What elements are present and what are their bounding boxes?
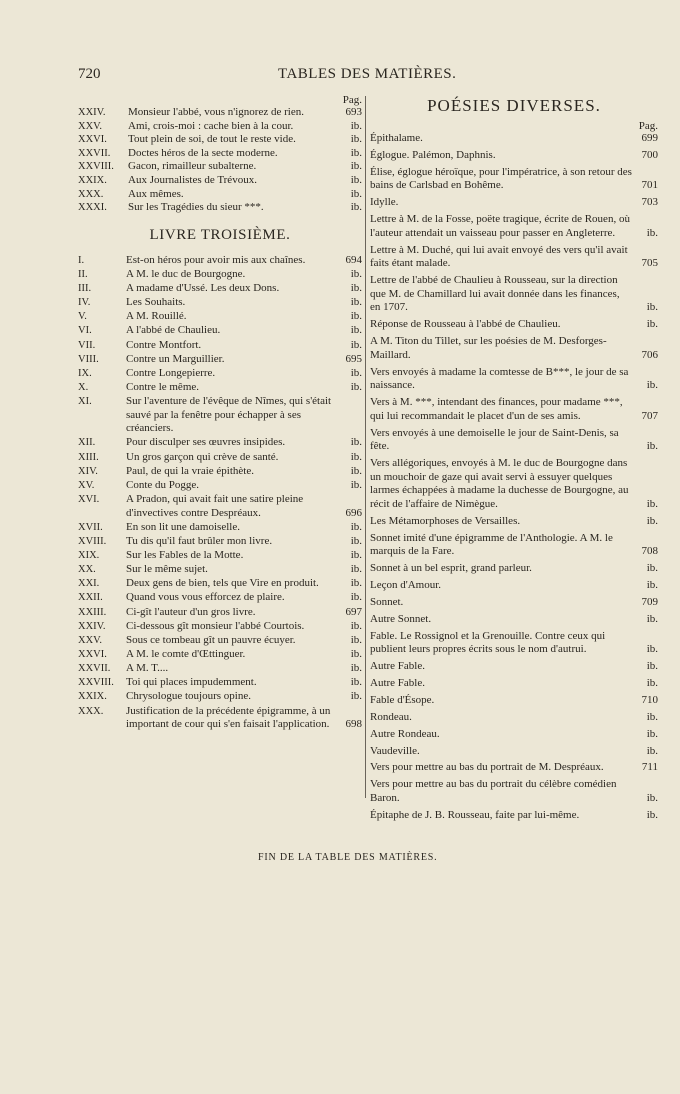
entry-title: Sonnet. [370,595,404,608]
entry-title: Épithalame. [370,132,423,144]
entry-title: Deux gens de bien, tels que Vire en produit. [126,577,319,590]
entry-page: ib. [646,379,658,392]
entry-title: Contre le même. [126,381,200,394]
entry-title: Idylle. [370,196,399,209]
entry-page: ib. [646,791,658,804]
entry-page: 703 [641,196,658,209]
toc-entry [370,166,658,193]
entry-number: VI. [78,325,92,337]
entry-title: Sur le même sujet. [126,563,208,576]
entry-number: X. [78,382,89,394]
entry-page: ib. [646,497,658,510]
entry-page: ib. [350,577,362,590]
toc-entry [370,630,658,657]
toc-entry [370,318,658,332]
entry-title: A M. Titon du Tillet, sur les poésies de M. Desforges-Maillard. [370,335,607,361]
toc-entry [370,335,658,362]
entry-number: XXV. [78,634,103,646]
entry-page: 710 [641,693,658,706]
toc-entry [78,381,362,395]
entry-number: XVIII. [78,535,107,547]
toc-entry [370,366,658,393]
entry-title: Gacon, rimailleur subalterne. [128,160,257,173]
entry-page: 709 [641,595,658,608]
entry-title: Églogue. Palémon, Daphnis. [370,148,496,161]
entry-page: ib. [646,643,658,656]
toc-entry [78,296,362,310]
toc-entry [78,648,362,662]
toc-entry [78,465,362,479]
page-number: 720 [78,66,101,82]
section-title-livre-troisieme: LIVRE TROISIÈME. [149,226,291,243]
entry-page: ib. [350,648,362,661]
entry-number: I. [78,254,85,266]
entry-title: Fable d'Ésope. [370,693,435,706]
entry-number: XXIX. [78,691,107,703]
toc-entry [78,451,362,465]
entry-page: ib. [350,619,362,632]
entry-page: ib. [646,440,658,453]
entry-page: ib. [350,267,362,280]
entry-page: ib. [646,710,658,723]
entry-title: Contre Montfort. [126,338,202,351]
toc-entry [78,353,362,367]
entry-page: ib. [350,464,362,477]
entry-page: ib. [350,310,362,323]
toc-entry [370,579,658,593]
entry-title: Épitaphe de J. B. Rousseau, faite par lui-même. [370,808,580,821]
entry-title: Réponse de Rousseau à l'abbé de Chaulieu. [370,318,561,331]
entry-title: Sur l'aventure de l'évêque de Nîmes, qui s'était sauvé par la fenêtre pour échapper à ses créanciers. [126,395,332,435]
toc-entry [78,521,362,535]
entry-number: XXVI. [78,649,107,661]
entry-page: ib. [350,450,362,463]
entry-number: XXIV. [78,620,106,632]
entry-number: XX. [78,564,96,576]
toc-entry [370,809,658,823]
entry-title: Ci-dessous gît monsieur l'abbé Courtois. [126,619,305,632]
toc-entry [370,761,658,775]
entry-page: ib. [350,296,362,309]
entry-number: XXX. [78,705,104,717]
entry-page: ib. [350,324,362,337]
entry-title: Ami, crois-moi : cache bien à la cour. [128,119,294,132]
entry-title: Autre Fable. [370,660,425,673]
entry-title: Les Métamorphoses de Versailles. [370,514,521,527]
entry-page: ib. [646,301,658,314]
entry-title: Contre un Marguillier. [126,352,225,365]
entry-number: XV. [78,479,95,491]
entry-number: XXVII. [78,147,111,159]
entry-page: 707 [641,409,658,422]
toc-entry [370,427,658,454]
entry-number: XXVIII. [78,161,114,173]
entry-title: Vers pour mettre au bas du portrait de M. Despréaux. [370,761,604,774]
entry-title: Vers allégoriques, envoyés à M. le duc de Bourgogne dans un mouchoir de gaze qui avait servi à essuyer quelques larmes échappées à madame la duchesse de Bourgogne, au récit de l'affaire de Nimègue. [370,457,629,510]
entry-number: XXVI. [78,134,107,146]
entry-title: Pour disculper ses œuvres insipides. [126,436,286,449]
entry-title: Un gros garçon qui crève de santé. [126,450,279,463]
entry-page: ib. [350,160,362,173]
entry-page: ib. [350,366,362,379]
toc-entry [370,728,658,742]
entry-title: Vers envoyés à madame la comtesse de B***, le jour de sa naissance. [370,365,629,392]
entry-page: 695 [345,352,362,365]
entry-number: XXVIII. [78,677,114,689]
entry-number: XXIV. [78,107,106,118]
entry-number: III. [78,283,92,295]
entry-page: ib. [646,727,658,740]
running-title: TABLES DES MATIÈRES. [278,66,457,82]
entry-title: Autre Fable. [370,677,425,690]
entry-number: XVII. [78,521,103,533]
entry-title: Doctes héros de la secte moderne. [128,146,278,159]
entry-number: XIII. [78,451,99,463]
toc-entry [78,188,362,202]
entry-page: 700 [641,148,658,161]
entry-page: ib. [350,119,362,132]
entry-page: 708 [641,545,658,558]
toc-entry [370,711,658,725]
entry-page: ib. [350,146,362,159]
entry-title: Tu dis qu'il faut brûler mon livre. [126,534,273,547]
entry-page: ib. [350,633,362,646]
toc-entry [78,268,362,282]
pag-label-left: Pag. [342,94,362,106]
entry-page: 699 [641,132,658,144]
toc-entry [78,201,362,215]
entry-number: VII. [78,339,96,351]
entry-title: A l'abbé de Chaulieu. [126,324,221,337]
entry-title: Leçon d'Amour. [370,578,442,591]
entry-number: XIX. [78,550,100,562]
toc-entry [78,705,362,732]
entry-title: Chrysologue toujours opine. [126,690,251,703]
entry-number: XXV. [78,120,103,132]
entry-number: XXX. [78,188,104,200]
entry-number: XI. [78,396,92,408]
entry-number: XXI. [78,578,100,590]
end-of-table-text: FIN DE LA TABLE DES MATIÈRES. [258,852,438,863]
entry-page: ib. [350,282,362,295]
toc-entry [370,778,658,805]
entry-page: 701 [641,179,658,192]
entry-page: ib. [350,690,362,703]
entry-number: XII. [78,437,96,449]
entry-page: ib. [350,133,362,146]
entry-number: IV. [78,297,91,309]
entry-title: Sur les Tragédies du sieur ***. [128,201,264,214]
toc-entry [78,147,362,161]
toc-entry [78,106,362,120]
toc-entry [370,596,658,610]
entry-title: Vers à M. ***, intendant des finances, pour madame ***, qui lui recommandait le placet d'un de ses amis. [370,396,623,422]
toc-entry [370,515,658,529]
entry-page: 698 [345,718,362,731]
entry-page: 694 [345,253,362,266]
toc-entry [370,149,658,163]
toc-entry [370,532,658,559]
entry-page: ib. [350,662,362,675]
entry-number: VIII. [78,353,99,365]
entry-number: V. [78,311,87,323]
entry-title: En son lit une damoiselle. [126,520,240,533]
toc-entry [78,549,362,563]
entry-title: Autre Sonnet. [370,612,432,625]
toc-entry [78,339,362,353]
toc-entry [78,606,362,620]
entry-title: Est-on héros pour avoir mis aux chaînes. [126,253,306,266]
entry-title: A M. le duc de Bourgogne. [126,267,246,280]
toc-entry [78,577,362,591]
toc-entry [370,213,658,240]
entry-title: Lettre de l'abbé de Chaulieu à Rousseau, sur la direction que M. de Chamillard lui avait donnée dans les finances, en 1707. [370,274,620,314]
toc-entry [78,324,362,338]
entry-page: ib. [646,578,658,591]
entry-title: A M. le comte d'Œttinguer. [126,648,246,661]
toc-entry [370,745,658,759]
toc-entry [78,676,362,690]
entry-title: Autre Rondeau. [370,727,440,740]
entry-page: ib. [646,677,658,690]
toc-entry [370,694,658,708]
entry-page: ib. [646,744,658,757]
toc-entry [78,690,362,704]
entry-title: Sous ce tombeau gît un pauvre écuyer. [126,633,296,646]
entry-title: Lettre à M. de la Fosse, poëte tragique, écrite de Rouen, où l'auteur attendait un vaisseau pour passer en Angleterre. [370,213,630,239]
entry-page: ib. [350,563,362,576]
toc-entry [78,436,362,450]
entry-number: XXIII. [78,606,107,618]
entry-page: ib. [350,381,362,394]
toc-entry [78,310,362,324]
entry-page: ib. [646,660,658,673]
entry-page: ib. [646,514,658,527]
entry-page: ib. [350,173,362,186]
entry-page: ib. [646,612,658,625]
toc-entry [78,395,362,436]
entry-title: A M. T.... [126,662,169,675]
column-divider [365,96,366,798]
entry-number: IX. [78,367,92,379]
first-entries-list [78,106,362,215]
toc-entry [78,174,362,188]
entry-title: A madame d'Ussé. Les deux Dons. [126,282,280,295]
entry-title: Justification de la précédente épigramme, à un important de cour qui s'en faisait l'application. [126,704,331,731]
entry-page: 697 [345,605,362,618]
entry-page: ib. [646,562,658,575]
entry-title: Élise, églogue héroïque, pour l'impératrice, à son retour des bains de Carlsbad en Bohême. [370,165,632,192]
entry-number: XXXI. [78,202,107,214]
entry-title: Vers envoyés à une demoiselle le jour de Saint-Denis, sa fête. [370,426,619,453]
entry-title: Rondeau. [370,710,412,723]
poesies-list [370,132,658,822]
entry-page: ib. [350,478,362,491]
toc-entry [370,677,658,691]
entry-page: ib. [646,226,658,239]
toc-entry [370,196,658,210]
entry-title: A Pradon, qui avait fait une satire pleine d'invectives contre Despréaux. [126,493,304,519]
toc-entry [78,254,362,268]
toc-entry [78,563,362,577]
toc-entry [78,620,362,634]
entry-page: ib. [350,549,362,562]
entry-title: Conte du Pogge. [126,478,200,491]
entry-title: Vaudeville. [370,744,420,757]
entry-page: 706 [641,348,658,361]
entry-title: Lettre à M. Duché, qui lui avait envoyé des vers qu'il avait faits étant malade. [370,243,628,270]
entry-number: XXVII. [78,663,111,675]
toc-entry [78,120,362,134]
toc-entry [78,282,362,296]
entry-page: ib. [350,520,362,533]
toc-entry [78,160,362,174]
toc-entry [370,457,658,511]
entry-number: XXIX. [78,174,107,186]
toc-entry [78,591,362,605]
entry-title: Contre Longepierre. [126,366,216,379]
left-column [78,94,362,732]
pag-label-right: Pag. [638,120,658,132]
entry-title: A M. Rouillé. [126,310,187,323]
entry-title: Aux Journalistes de Trévoux. [128,173,257,186]
toc-entry [78,535,362,549]
toc-entry [370,274,658,315]
toc-entry [78,133,362,147]
entry-page: ib. [350,676,362,689]
entry-page: ib. [350,201,362,214]
entry-page: ib. [646,808,658,821]
entry-title: Vers pour mettre au bas du portrait du célèbre comédien Baron. [370,778,617,804]
entry-title: Sonnet à un bel esprit, grand parleur. [370,562,532,575]
toc-entry [78,634,362,648]
toc-entry [370,132,658,146]
toc-entry [370,396,658,423]
entry-number: XIV. [78,465,98,477]
entry-title: Paul, de qui la vraie épithète. [126,464,254,477]
entry-page: 693 [345,106,362,118]
entry-page: 711 [641,761,658,774]
entry-title: Sur les Fables de la Motte. [126,549,244,562]
entry-number: XXII. [78,592,103,604]
entry-page: ib. [350,187,362,200]
toc-entry [370,613,658,627]
entry-title: Fable. Le Rossignol et la Grenouille. Contre ceux qui publient leurs propres écrits sous le nom d'autrui. [370,629,606,656]
entry-page: 705 [641,257,658,270]
page-header [78,66,638,86]
toc-entry [78,479,362,493]
entry-title: Toi qui places impudemment. [126,676,257,689]
toc-entry [370,244,658,271]
entry-page: ib. [350,591,362,604]
right-column [370,94,658,826]
entry-page: ib. [350,436,362,449]
toc-entry [78,367,362,381]
livre-troisieme-list [78,254,362,732]
toc-entry [78,493,362,520]
entry-number: XVI. [78,494,100,506]
toc-entry [370,660,658,674]
section-title-poesies-diverses: POÉSIES DIVERSES. [427,96,601,115]
entry-title: Les Souhaits. [126,296,186,309]
entry-title: Tout plein de soi, de tout le reste vide. [128,133,296,146]
entry-page: ib. [646,318,658,331]
entry-title: Sonnet imité d'une épigramme de l'Anthologie. A M. le marquis de la Fare. [370,531,613,558]
entry-title: Aux mêmes. [128,187,184,200]
entry-number: II. [78,268,88,280]
entry-page: 696 [345,506,362,519]
entry-page: ib. [350,338,362,351]
toc-entry [370,562,658,576]
entry-title: Monsieur l'abbé, vous n'ignorez de rien. [128,106,304,118]
toc-entry [78,662,362,676]
entry-title: Ci-gît l'auteur d'un gros livre. [126,605,256,618]
entry-page: ib. [350,534,362,547]
entry-title: Quand vous vous efforcez de plaire. [126,591,285,604]
